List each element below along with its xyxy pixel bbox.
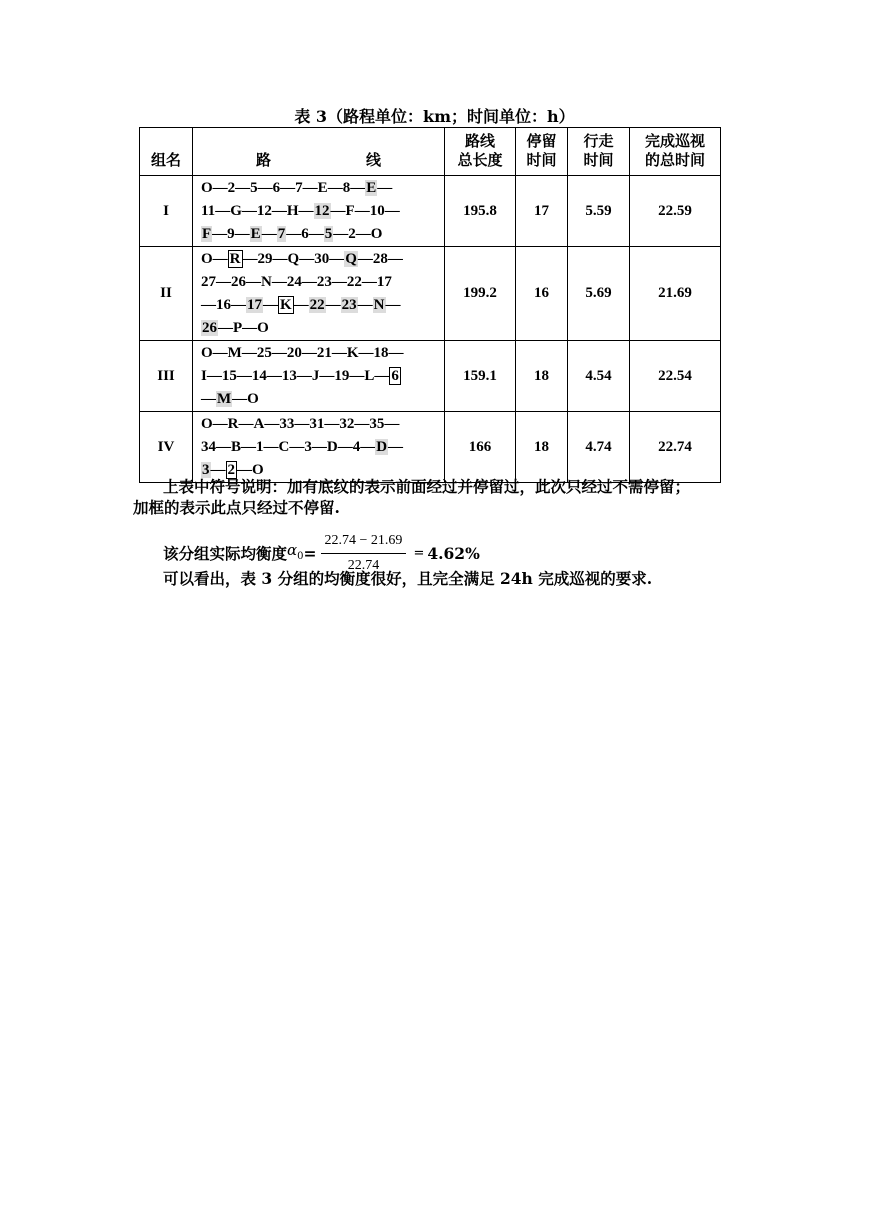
- route-line: [201, 294, 440, 317]
- table-row: [140, 341, 721, 412]
- row-length: 195.8: [445, 176, 516, 247]
- route-node: 26: [231, 274, 246, 290]
- formula-denominator: 22.74: [347, 558, 380, 573]
- route-connector: —: [246, 274, 261, 290]
- route-connector: —: [212, 345, 228, 361]
- route-node: 3: [304, 439, 312, 455]
- route-node: P: [233, 320, 243, 336]
- route-connector: —: [264, 416, 280, 432]
- route-node: 11: [201, 203, 216, 219]
- route-connector: —: [263, 297, 278, 313]
- header-travel-line1: 行走: [583, 133, 614, 150]
- route-node-boxed: 6: [391, 368, 399, 384]
- symbol-note-continued: 加框的表示此点只经过不停留.: [133, 498, 340, 517]
- row-travel: 5.69: [568, 247, 630, 341]
- route-node-boxed: R: [229, 251, 241, 267]
- table-row: [140, 176, 721, 247]
- route-node: 2: [348, 226, 356, 242]
- route-node: 21: [316, 345, 332, 361]
- route-node: 27: [201, 274, 216, 290]
- route-connector: —: [354, 416, 370, 432]
- route-node: 15: [221, 368, 237, 384]
- route-connector: —: [388, 345, 404, 361]
- header-stay-line1: 停留: [526, 133, 557, 150]
- row-length: 159.1: [445, 341, 516, 412]
- route-connector: —: [242, 251, 258, 267]
- route-node: 33: [279, 416, 295, 432]
- row-route: [193, 176, 445, 247]
- route-node-shaded: M: [217, 391, 232, 407]
- route-line: [201, 317, 440, 340]
- route-node: E: [317, 180, 328, 196]
- route-connector: —: [234, 226, 250, 242]
- symbol-note: 上表中符号说明：加有底纹的表示前面经过并停留过，此次只经过不需停留；: [163, 477, 691, 496]
- route-node: 28: [372, 251, 388, 267]
- route-connector: —: [236, 368, 252, 384]
- route-node: 23: [316, 274, 332, 290]
- route-connector: —: [257, 180, 273, 196]
- row-stay: 17: [516, 176, 568, 247]
- route-node-shaded: 17: [247, 297, 262, 313]
- route-connector: —: [298, 203, 314, 219]
- route-node: K: [346, 345, 359, 361]
- route-connector: —: [302, 180, 318, 196]
- route-node-boxed: K: [280, 297, 292, 313]
- route-connector: —: [216, 439, 231, 455]
- route-connector: —: [237, 462, 252, 478]
- route-node: M: [227, 345, 242, 361]
- route-connector: —: [210, 462, 226, 478]
- route-connector: —: [360, 439, 376, 455]
- route-connector: —: [327, 180, 343, 196]
- route-node: N: [261, 274, 272, 290]
- row-group: I: [140, 176, 193, 247]
- route-node: 29: [257, 251, 273, 267]
- route-node: A: [253, 416, 265, 432]
- route-connector: —: [384, 416, 400, 432]
- route-node: 18: [373, 345, 389, 361]
- route-connector: —: [215, 203, 231, 219]
- route-node: O: [201, 251, 213, 267]
- route-connector: —: [361, 274, 377, 290]
- route-node-shaded: E: [250, 226, 261, 242]
- route-connector: —: [357, 297, 373, 313]
- route-node-shaded: 12: [314, 203, 330, 219]
- header-route-b: 线: [365, 153, 381, 169]
- route-connector: —: [201, 391, 216, 407]
- route-node-shaded: 5: [324, 226, 333, 242]
- table-row: [140, 412, 721, 483]
- route-node: R: [227, 416, 239, 432]
- table-row: [140, 247, 721, 341]
- route-node: B: [231, 439, 242, 455]
- alpha-subscript: 0: [297, 551, 304, 562]
- route-node: O: [247, 391, 259, 407]
- route-line: [201, 413, 440, 436]
- route-connector: —: [241, 345, 257, 361]
- row-travel: 5.59: [568, 176, 630, 247]
- header-length-line1: 路线: [464, 133, 495, 150]
- route-node-boxed: 2: [227, 462, 235, 478]
- route-connector: —: [387, 251, 403, 267]
- route-connector: —: [308, 226, 324, 242]
- route-node: 10: [369, 203, 385, 219]
- row-travel: 4.74: [568, 412, 630, 483]
- route-connector: —: [212, 226, 228, 242]
- row-total: 21.69: [630, 247, 721, 341]
- route-connector: —: [385, 297, 401, 313]
- header-group: 组名: [140, 128, 193, 176]
- route-node: 34: [201, 439, 216, 455]
- route-connector: —: [325, 297, 341, 313]
- row-group: III: [140, 341, 193, 412]
- header-total-line2: 的总时间: [644, 152, 705, 169]
- route-line: [201, 177, 440, 200]
- route-connector: —: [311, 439, 327, 455]
- route-connector: —: [293, 297, 309, 313]
- route-connector: —: [388, 439, 404, 455]
- route-node: 22: [346, 274, 362, 290]
- route-node: 31: [309, 416, 325, 432]
- route-connector: —: [238, 416, 254, 432]
- route-connector: —: [301, 345, 317, 361]
- formula-numerator: 22.74 − 21.69: [321, 531, 407, 554]
- route-connector: —: [350, 180, 366, 196]
- route-connector: —: [296, 368, 312, 384]
- route-node: I: [201, 368, 207, 384]
- route-node-shaded: E: [366, 180, 377, 196]
- route-connector: —: [374, 368, 390, 384]
- header-length: [445, 128, 516, 176]
- row-group: II: [140, 247, 193, 341]
- route-node: 19: [334, 368, 350, 384]
- route-node: Q: [287, 251, 300, 267]
- route-node-shaded: 7: [277, 226, 286, 242]
- route-node: 25: [256, 345, 272, 361]
- row-stay: 18: [516, 412, 568, 483]
- route-node: 1: [256, 439, 264, 455]
- row-total: 22.74: [630, 412, 721, 483]
- formula-label: 该分组实际均衡度: [163, 543, 288, 563]
- route-node: F: [345, 203, 355, 219]
- route-connector: —: [301, 274, 317, 290]
- route-connector: —: [299, 251, 315, 267]
- row-route: [193, 341, 445, 412]
- route-node: O: [370, 226, 383, 242]
- route-node-shaded: D: [376, 439, 388, 455]
- route-node: 13: [281, 368, 297, 384]
- route-table: [139, 127, 721, 483]
- row-length: 199.2: [445, 247, 516, 341]
- route-node-shaded: 23: [341, 297, 357, 313]
- route-node: 6: [301, 226, 309, 242]
- route-connector: —: [331, 345, 347, 361]
- route-connector: —: [384, 203, 400, 219]
- route-node: L: [364, 368, 375, 384]
- route-connector: —: [235, 180, 251, 196]
- route-connector: —: [272, 251, 288, 267]
- route-node: D: [326, 439, 338, 455]
- route-connector: —: [286, 226, 302, 242]
- route-connector: —: [377, 180, 393, 196]
- route-line: [201, 248, 440, 271]
- conclusion-text: 可以看出，表 3 分组的均衡度很好，且完全满足 24h 完成巡视的要求.: [163, 569, 653, 588]
- route-line: [201, 200, 440, 223]
- route-node-shaded: 3: [202, 462, 210, 478]
- route-node: 6: [272, 180, 281, 196]
- route-node: 5: [250, 180, 258, 196]
- route-node-shaded: Q: [345, 251, 357, 267]
- route-connector: —: [218, 320, 233, 336]
- route-connector: —: [331, 274, 347, 290]
- route-connector: —: [261, 226, 277, 242]
- route-node: 7: [295, 180, 303, 196]
- route-node: G: [230, 203, 242, 219]
- header-total: [630, 128, 721, 176]
- route-connector: —: [271, 345, 287, 361]
- formula-result: 4.62%: [427, 543, 480, 563]
- table-caption: 表 3（路程单位：km；时间单位：h）: [294, 107, 575, 126]
- formula-symbol: [287, 540, 304, 567]
- route-node: 35: [369, 416, 385, 432]
- formula-equals: =: [303, 543, 317, 563]
- route-connector: —: [231, 297, 246, 313]
- route-connector: —: [271, 203, 287, 219]
- route-node: 14: [251, 368, 267, 384]
- route-connector: —: [355, 226, 371, 242]
- route-connector: —: [212, 180, 228, 196]
- route-node: 16: [216, 297, 231, 313]
- route-connector: —: [294, 416, 310, 432]
- route-connector: —: [232, 391, 248, 407]
- route-connector: —: [241, 203, 257, 219]
- route-node: 20: [286, 345, 302, 361]
- route-connector: —: [266, 368, 282, 384]
- route-node: O: [201, 180, 213, 196]
- route-node-shaded: 26: [202, 320, 217, 336]
- row-stay: 18: [516, 341, 568, 412]
- route-node: O: [201, 345, 213, 361]
- route-node: 12: [256, 203, 272, 219]
- header-travel: [568, 128, 630, 176]
- route-node-shaded: F: [202, 226, 212, 242]
- route-line: [201, 365, 440, 388]
- route-connector: —: [280, 180, 296, 196]
- route-connector: —: [330, 203, 346, 219]
- route-connector: —: [349, 368, 365, 384]
- route-line: [201, 342, 440, 365]
- route-node: J: [311, 368, 320, 384]
- route-node: 4: [352, 439, 361, 455]
- header-travel-line2: 时间: [583, 152, 614, 169]
- route-node: 2: [227, 180, 236, 196]
- route-node: 9: [227, 226, 235, 242]
- route-node: 30: [314, 251, 330, 267]
- route-node: C: [278, 439, 290, 455]
- route-connector: —: [357, 251, 373, 267]
- route-connector: —: [212, 251, 228, 267]
- row-length: 166: [445, 412, 516, 483]
- route-line: [201, 388, 440, 411]
- row-total: 22.54: [630, 341, 721, 412]
- route-connector: —: [333, 226, 349, 242]
- route-node: O: [252, 462, 264, 478]
- route-node: 17: [376, 274, 392, 290]
- route-connector: —: [216, 274, 231, 290]
- route-node-shaded: N: [373, 297, 385, 313]
- route-node: H: [286, 203, 299, 219]
- route-line: [201, 436, 440, 459]
- route-line: [201, 223, 440, 246]
- header-total-line1: 完成巡视: [644, 133, 705, 150]
- route-connector: —: [241, 439, 257, 455]
- route-connector: —: [242, 320, 258, 336]
- route-connector: —: [358, 345, 374, 361]
- row-stay: 16: [516, 247, 568, 341]
- route-node: 8: [342, 180, 351, 196]
- header-stay: [516, 128, 568, 176]
- route-connector: —: [329, 251, 345, 267]
- route-connector: —: [212, 416, 228, 432]
- route-node-shaded: 22: [309, 297, 325, 313]
- route-connector: —: [324, 416, 340, 432]
- header-stay-line2: 时间: [526, 152, 557, 169]
- header-route-a: 路: [255, 153, 271, 169]
- route-connector: —: [263, 439, 279, 455]
- alpha-glyph: α: [287, 541, 298, 559]
- row-travel: 4.54: [568, 341, 630, 412]
- route-connector: —: [354, 203, 370, 219]
- header-length-line2: 总长度: [457, 152, 503, 169]
- route-node: 24: [286, 274, 302, 290]
- row-group: IV: [140, 412, 193, 483]
- route-node: 32: [339, 416, 355, 432]
- route-node: O: [201, 416, 213, 432]
- row-route: [193, 412, 445, 483]
- header-route: [193, 128, 445, 176]
- row-total: 22.59: [630, 176, 721, 247]
- table-header-row: [140, 128, 721, 176]
- route-connector: —: [201, 297, 216, 313]
- route-connector: —: [271, 274, 287, 290]
- row-route: [193, 247, 445, 341]
- formula-equals-2: =: [413, 545, 425, 561]
- route-connector: —: [206, 368, 222, 384]
- route-connector: —: [337, 439, 353, 455]
- route-connector: —: [289, 439, 305, 455]
- route-connector: —: [319, 368, 335, 384]
- route-line: [201, 271, 440, 294]
- route-node: O: [257, 320, 269, 336]
